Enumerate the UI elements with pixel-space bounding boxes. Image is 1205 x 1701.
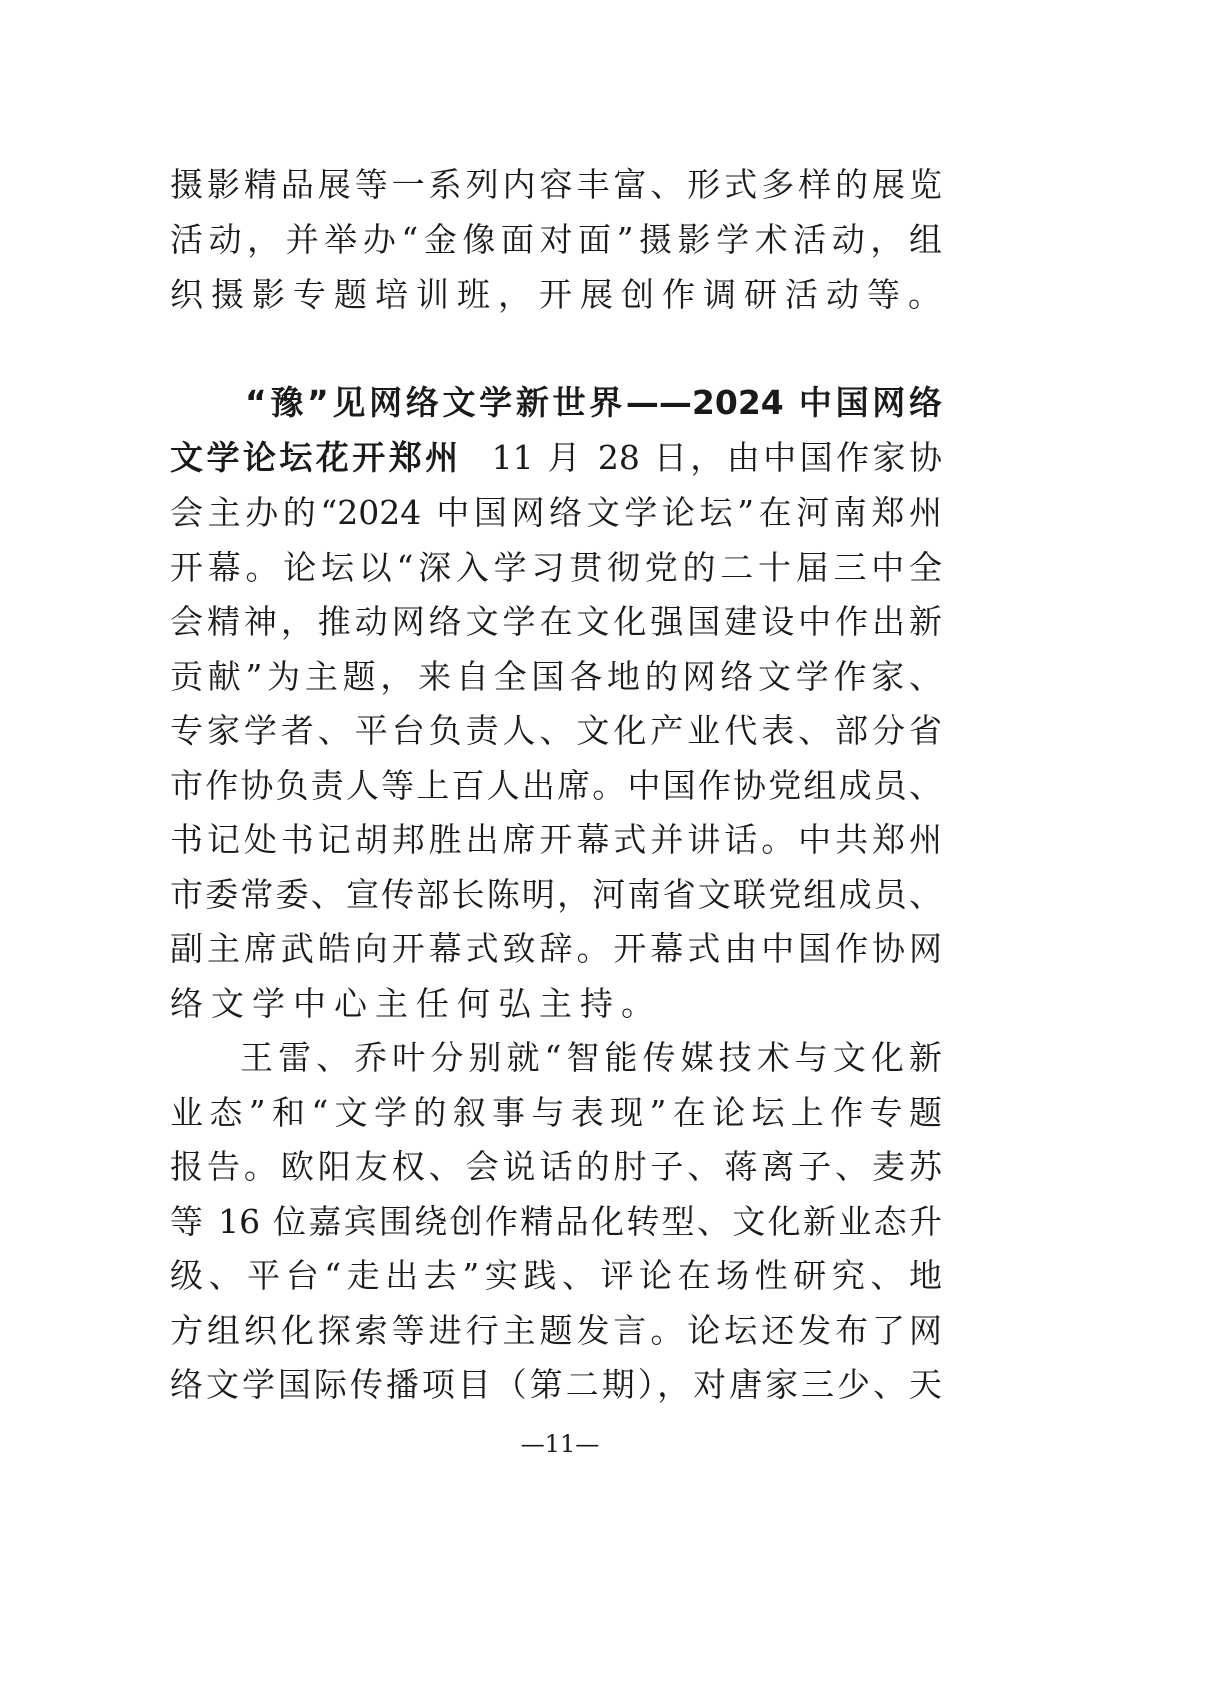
text-line: 贡献”为主题，来自全国各地的网络文学作家、 <box>170 657 942 696</box>
page-number: —11— <box>520 1430 600 1458</box>
text-line: 络文学国际传播项目（第二期），对唐家三少、天 <box>170 1365 942 1404</box>
section-heading: “豫”见网络文学新世界——2024 中国网络 <box>245 383 942 422</box>
text-span: 11 月 28 日，由中国作家协 <box>491 438 943 477</box>
text-line: 报告。欧阳友权、会说话的肘子、蒋离子、麦苏 <box>170 1147 942 1186</box>
text-line: 级、平台“走出去”实践、评论在场性研究、地 <box>170 1256 942 1295</box>
text-line: 王雷、乔叶分别就“智能传媒技术与文化新 <box>240 1038 942 1077</box>
text-line: 业态”和“文学的叙事与表现”在论坛上作专题 <box>170 1093 942 1132</box>
text-line: 摄影精品展等一系列内容丰富、形式多样的展览 <box>170 165 942 204</box>
text-line: 书记处书记胡邦胜出席开幕式并讲话。中共郑州 <box>170 820 942 859</box>
text-line: 活动，并举办“金像面对面”摄影学术活动，组 <box>170 220 942 259</box>
text-line: 开幕。论坛以“深入学习贯彻党的二十届三中全 <box>170 548 942 587</box>
text-line: 等 16 位嘉宾围绕创作精品化转型、文化新业态升 <box>170 1202 942 1241</box>
text-line: 络文学中心主任何弘主持。 <box>170 984 662 1023</box>
text-line: 织摄影专题培训班，开展创作调研活动等。 <box>170 275 949 314</box>
section-heading-cont: 文学论坛花开郑州 <box>170 438 462 477</box>
text-line: 专家学者、平台负责人、文化产业代表、部分省 <box>170 711 942 750</box>
text-line <box>170 431 942 485</box>
text-line: 会主办的“2024 中国网络文学论坛”在河南郑州 <box>170 493 942 532</box>
text-line: 副主席武皓向开幕式致辞。开幕式由中国作协网 <box>170 929 942 968</box>
text-line: 市作协负责人等上百人出席。中国作协党组成员、 <box>170 766 942 805</box>
text-line: 方组织化探索等进行主题发言。论坛还发布了网 <box>170 1311 942 1350</box>
text-line: 市委常委、宣传部长陈明，河南省文联党组成员、 <box>170 875 942 914</box>
text-line: 会精神，推动网络文学在文化强国建设中作出新 <box>170 602 942 641</box>
